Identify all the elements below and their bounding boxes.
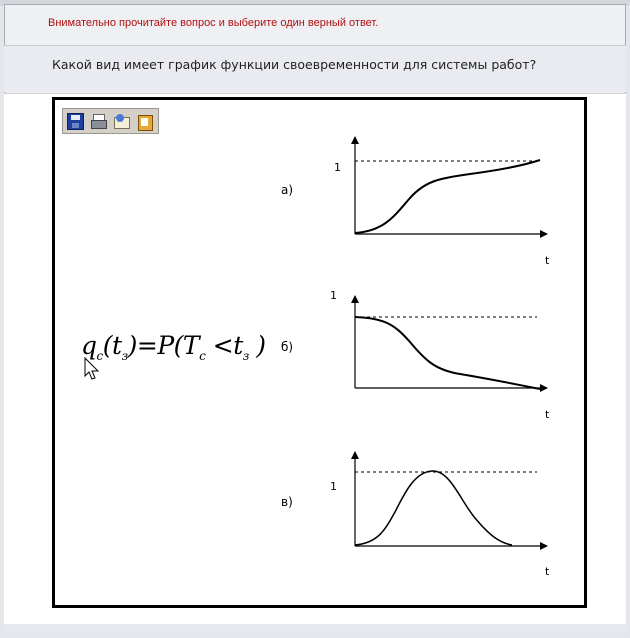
option-a-y-tick: 1 xyxy=(334,161,341,174)
formula-close2: ) xyxy=(248,331,266,360)
option-b-y-tick: 1 xyxy=(330,289,337,302)
formula-q: q xyxy=(81,331,97,360)
formula-t2: t xyxy=(233,331,243,360)
formula-t2-sub: з xyxy=(242,349,249,363)
option-c-label: в) xyxy=(281,495,293,509)
formula-q-sub: c xyxy=(96,349,103,363)
formula-t-sub: з xyxy=(121,349,128,363)
graph-c-curve xyxy=(355,471,512,545)
graph-b xyxy=(355,296,547,389)
formula-eq: =P( xyxy=(136,331,183,360)
instruction-text: Внимательно прочитайте вопрос и выберите один верный ответ. xyxy=(48,17,379,29)
formula-open: ( xyxy=(102,331,113,360)
option-c-x-label: t xyxy=(545,565,550,578)
question-text: Какой вид имеет график функции своевременности для системы работ? xyxy=(52,57,537,72)
option-a-x-label: t xyxy=(545,254,550,267)
formula-T-sub: c xyxy=(199,349,206,363)
option-c-y-tick: 1 xyxy=(330,480,337,493)
mouse-cursor-icon xyxy=(84,357,100,381)
graph-b-curve xyxy=(355,317,540,389)
option-b-x-label: t xyxy=(545,408,550,421)
graph-a xyxy=(355,137,547,234)
graph-a-curve xyxy=(355,160,540,233)
formula-t: t xyxy=(112,331,122,360)
graph-c xyxy=(355,452,547,546)
option-b-label: б) xyxy=(281,340,294,354)
formula-close: ) xyxy=(127,331,137,360)
formula-T: T xyxy=(182,331,200,360)
option-a-label: а) xyxy=(281,183,294,197)
formula-lt: < xyxy=(205,331,234,360)
